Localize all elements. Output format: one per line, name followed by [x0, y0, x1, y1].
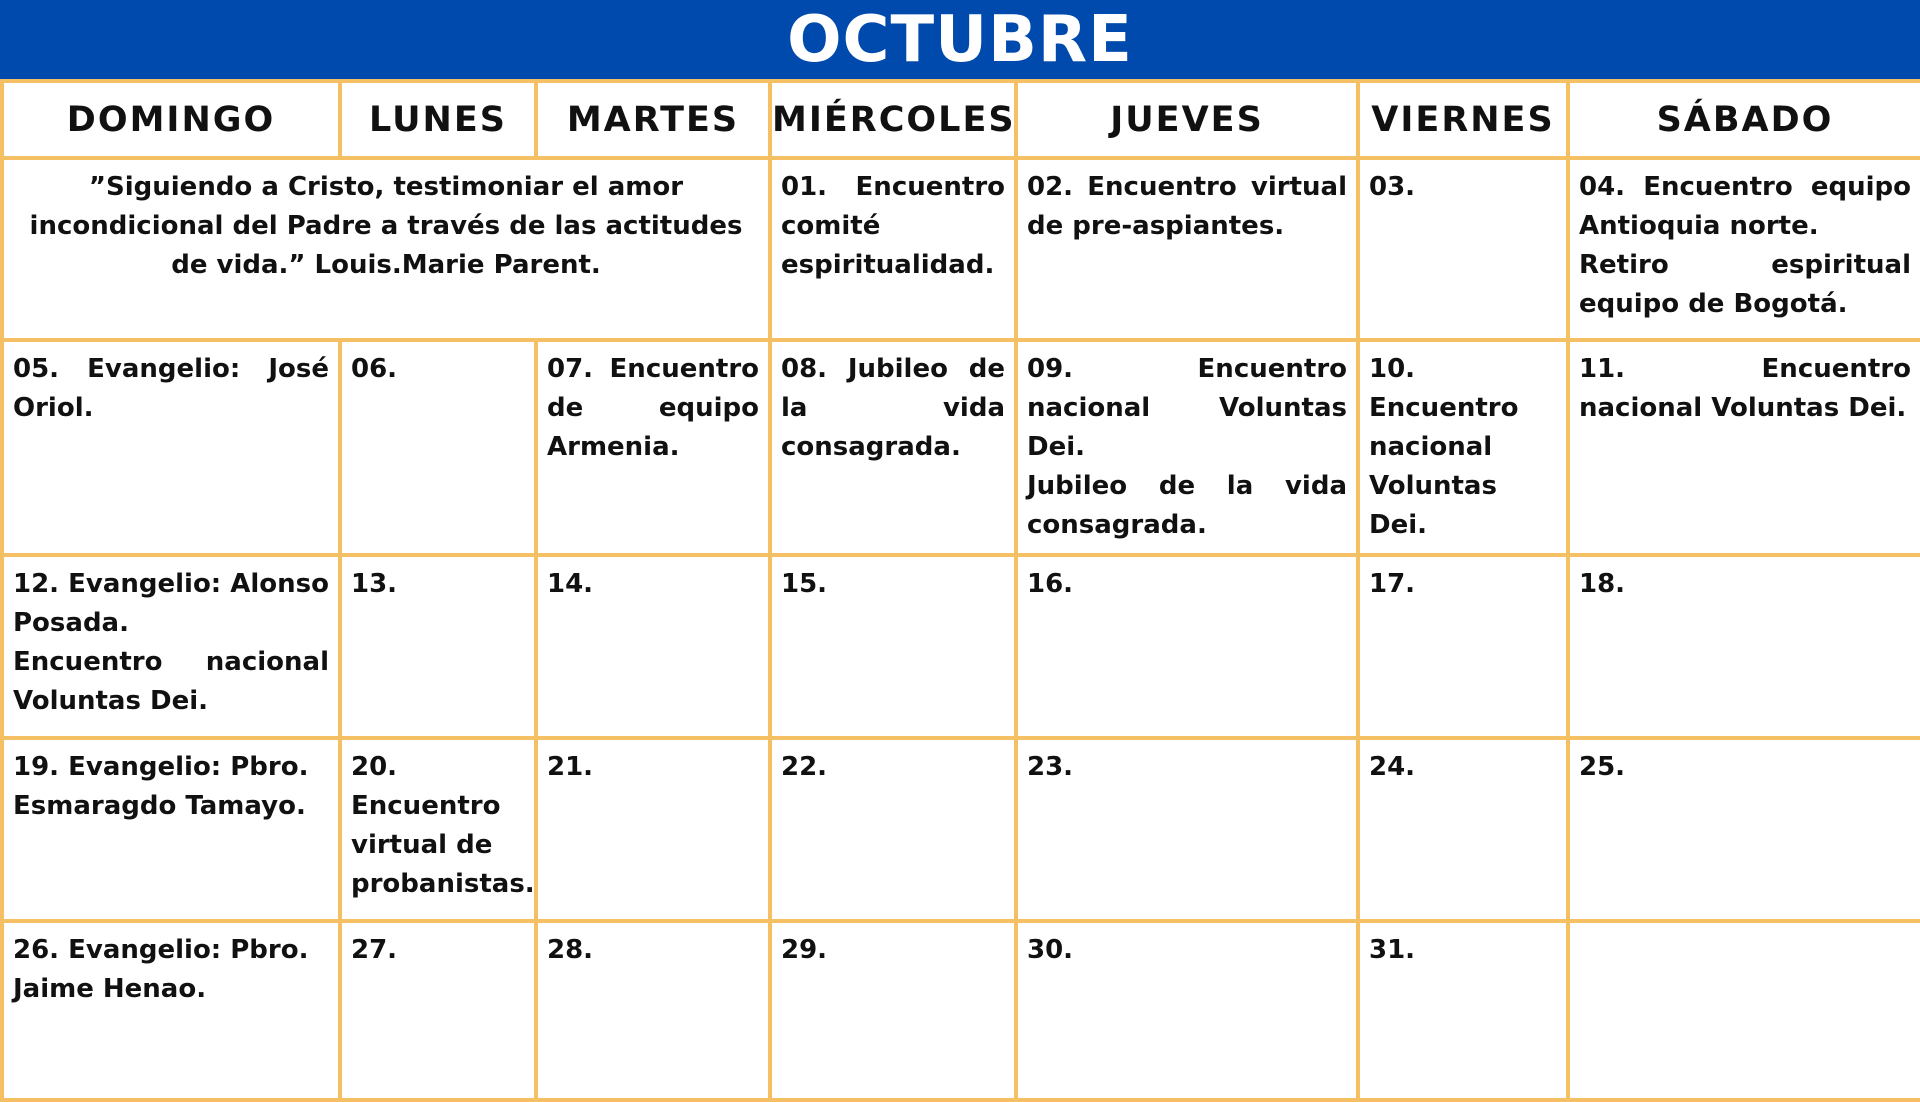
day-cell-15: 15. [770, 555, 1016, 738]
day-cell-25: 25. [1568, 738, 1920, 921]
day-cell-24: 24. [1358, 738, 1568, 921]
weekday-saturday: SÁBADO [1568, 81, 1920, 158]
weekday-wednesday: MIÉRCOLES [770, 81, 1016, 158]
day-cell-10: 10. Encuentro nacional Voluntas Dei. [1358, 340, 1568, 555]
day-cell-23: 23. [1016, 738, 1358, 921]
day-cell-28: 28. [536, 921, 770, 1100]
day-event: 04. Encuentro equipo Antioquia norte. [1579, 172, 1911, 241]
quote-cell: ”Siguiendo a Cristo, testimoniar el amor incondicional del Padre a través de las actitudes de vida.” Louis.Marie Parent. [2, 158, 770, 340]
day-cell-02: 02. Encuentro virtual de pre-aspiantes. [1016, 158, 1358, 340]
calendar-grid [0, 79, 1920, 1102]
day-cell-29: 29. [770, 921, 1016, 1100]
week-row [2, 921, 1920, 1100]
day-cell-01: 01. Encuentro comité espiritualidad. [770, 158, 1016, 340]
day-cell-09 [1016, 340, 1358, 555]
day-event: Encuentro nacional Voluntas Dei. [13, 647, 329, 716]
day-event: 09. Encuentro nacional Voluntas Dei. [1027, 354, 1347, 462]
day-cell-18: 18. [1568, 555, 1920, 738]
day-cell-05: 05. Evangelio: José Oriol. [2, 340, 340, 555]
weekday-tuesday: MARTES [536, 81, 770, 158]
day-cell-06: 06. [340, 340, 536, 555]
day-cell-22: 22. [770, 738, 1016, 921]
day-cell-21: 21. [536, 738, 770, 921]
day-event: Retiro espiritual equipo de Bogotá. [1579, 250, 1911, 319]
day-cell-17: 17. [1358, 555, 1568, 738]
day-cell-31: 31. [1358, 921, 1568, 1100]
weekday-friday: VIERNES [1358, 81, 1568, 158]
day-cell-empty [1568, 921, 1920, 1100]
day-cell-03: 03. [1358, 158, 1568, 340]
weekday-sunday: DOMINGO [2, 81, 340, 158]
week-row [2, 340, 1920, 555]
day-cell-16: 16. [1016, 555, 1358, 738]
day-cell-14: 14. [536, 555, 770, 738]
week-row [2, 158, 1920, 340]
day-cell-20: 20. Encuentro virtual de probanistas. [340, 738, 536, 921]
day-cell-08: 08. Jubileo de la vida consagrada. [770, 340, 1016, 555]
week-row [2, 738, 1920, 921]
day-event: 12. Evangelio: Alonso Posada. [13, 569, 329, 638]
day-cell-27: 27. [340, 921, 536, 1100]
day-cell-13: 13. [340, 555, 536, 738]
day-cell-30: 30. [1016, 921, 1358, 1100]
month-title: OCTUBRE [0, 0, 1920, 79]
day-event: Jubileo de la vida consagrada. [1027, 471, 1347, 540]
day-cell-19: 19. Evangelio: Pbro. Esmaragdo Tamayo. [2, 738, 340, 921]
week-row [2, 555, 1920, 738]
day-cell-12 [2, 555, 340, 738]
day-cell-26: 26. Evangelio: Pbro. Jaime Henao. [2, 921, 340, 1100]
day-cell-07: 07. Encuentro de equipo Armenia. [536, 340, 770, 555]
weekday-thursday: JUEVES [1016, 81, 1358, 158]
weekday-header-row [2, 81, 1920, 158]
day-cell-04 [1568, 158, 1920, 340]
weekday-monday: LUNES [340, 81, 536, 158]
day-cell-11: 11. Encuentro nacional Voluntas Dei. [1568, 340, 1920, 555]
